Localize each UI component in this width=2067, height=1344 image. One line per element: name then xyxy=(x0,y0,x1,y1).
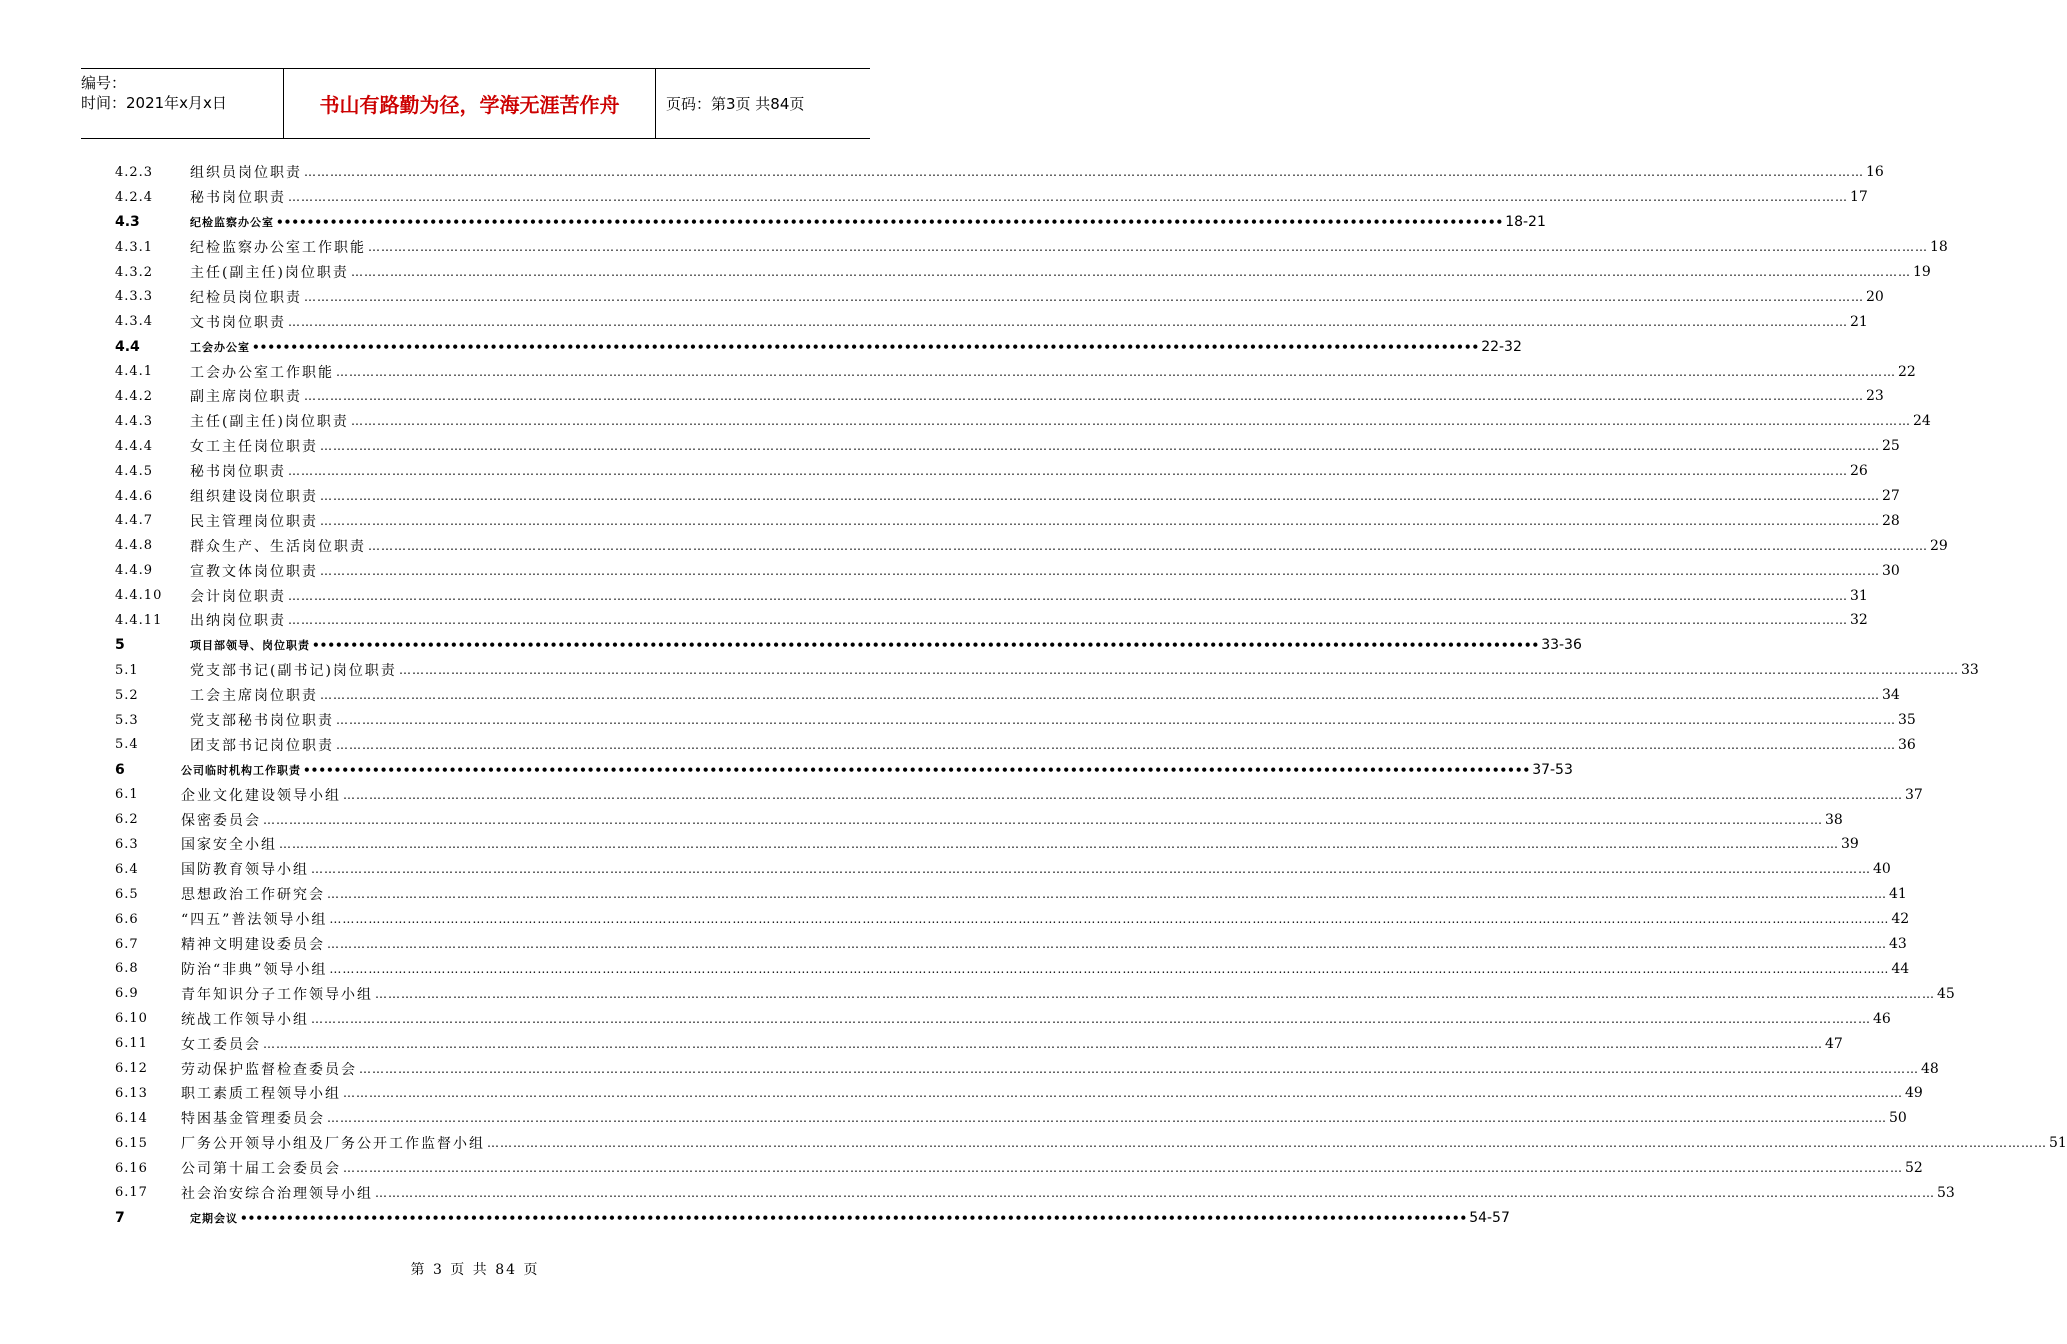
toc-dot-leader: ……………………………………………………………………………………………………………………………………………………………………………………………………………………………………………………………………………………………………………………………… xyxy=(263,1036,1823,1051)
toc-entry-row[interactable] xyxy=(115,359,1916,384)
toc-dot-leader: ……………………………………………………………………………………………………………………………………………………………………………………………………………………………………………………………………………………………………………………………… xyxy=(336,737,1896,752)
toc-entry-number: 4.4.10 xyxy=(115,588,163,604)
toc-entry-page: 31 xyxy=(1850,587,1868,604)
toc-entry-number: 6.6 xyxy=(115,911,139,927)
toc-entry-title: 青年知识分子工作领导小组 xyxy=(181,986,373,1003)
toc-entry-number: 4.3.4 xyxy=(115,314,154,330)
toc-entry-title: 公司临时机构工作职责 xyxy=(181,763,301,777)
toc-entry-title: 统战工作领导小组 xyxy=(181,1011,309,1028)
toc-entry-page: 19 xyxy=(1912,264,1931,280)
toc-entry-page: 49 xyxy=(1905,1085,1923,1102)
toc-dot-leader: ……………………………………………………………………………………………………………………………………………………………………………………………………………………………………………………………………………………………………………………………… xyxy=(350,414,1911,429)
toc-entry-number: 6.9 xyxy=(115,986,139,1002)
toc-entry-page: 22 xyxy=(1898,363,1916,380)
toc-entry-title: 劳动保护监督检查委员会 xyxy=(181,1061,357,1078)
table-of-contents xyxy=(115,160,2067,1230)
toc-dot-leader: ……………………………………………………………………………………………………………………………………………………………………………………………………………………………………………………………………………………………………………………………… xyxy=(288,190,1848,205)
toc-entry-title: 主任(副主任)岗位职责 xyxy=(190,414,349,431)
toc-entry-row[interactable] xyxy=(115,1006,1891,1031)
toc-entry-title: 厂务公开领导小组及厂务公开工作监督小组 xyxy=(181,1136,485,1153)
header-motto: 书山有路勤为径，学海无涯苦作舟 xyxy=(319,93,620,117)
toc-section-row[interactable] xyxy=(115,1205,1510,1230)
toc-entry-row[interactable] xyxy=(115,1181,1955,1206)
toc-entry-number: 4.3.2 xyxy=(115,264,154,280)
toc-dot-leader: ……………………………………………………………………………………………………………………………………………………………………………………………………………………………………………………………………………………………………………………………… xyxy=(327,1111,1887,1126)
toc-entry-page: 28 xyxy=(1882,512,1900,529)
header-meta xyxy=(81,69,283,138)
toc-entry-page: 46 xyxy=(1873,1010,1891,1027)
header-motto-cell xyxy=(283,69,656,138)
toc-entry-number: 4.2.3 xyxy=(115,164,154,180)
toc-dot-leader: ……………………………………………………………………………………………………………………………………………………………………………………………………………………………………………………………………………………………………………………………… xyxy=(320,439,1880,454)
toc-entry-number: 6.11 xyxy=(115,1036,148,1052)
toc-dot-leader: ……………………………………………………………………………………………………………………………………………………………………………………………………………………………………………………………………………………………………………………………… xyxy=(327,937,1887,952)
toc-entry-title: 秘书岗位职责 xyxy=(190,190,286,207)
toc-dot-leader: ……………………………………………………………………………………………………………………………………………………………………………………………………………………………………………………………………………………………………………………………… xyxy=(329,961,1890,976)
toc-entry-page: 40 xyxy=(1873,861,1891,878)
toc-entry-page: 53 xyxy=(1937,1184,1955,1201)
toc-entry-page: 18 xyxy=(1930,239,1948,256)
toc-entry-number: 6 xyxy=(115,761,125,778)
toc-entry-row[interactable] xyxy=(115,459,1868,484)
toc-entry-page: 43 xyxy=(1889,936,1907,953)
toc-dot-leader: •••••••••••••••••••••••••••••••••••••••••••••••••••••••••••••••••••••••••••••••••••••••••••••••••••••••••••••••••••••••••••••••••••••••••••••••••••••••••••••••• xyxy=(303,762,1531,777)
toc-entry-title: 副主席岗位职责 xyxy=(190,389,302,406)
toc-dot-leader: ……………………………………………………………………………………………………………………………………………………………………………………………………………………………………………………………………………………………………………………………… xyxy=(288,588,1848,603)
toc-entry-title: 主任(副主任)岗位职责 xyxy=(190,265,349,281)
toc-entry-row[interactable] xyxy=(115,658,1979,683)
toc-entry-number: 5.1 xyxy=(115,662,139,678)
toc-dot-leader: ……………………………………………………………………………………………………………………………………………………………………………………………………………………………………………………………………………………………………………………………… xyxy=(343,787,1903,802)
toc-entry-number: 4.3.1 xyxy=(115,239,154,255)
toc-dot-leader: ……………………………………………………………………………………………………………………………………………………………………………………………………………………………………………………………………………………………………………………………… xyxy=(487,1136,2047,1151)
toc-dot-leader: ……………………………………………………………………………………………………………………………………………………………………………………………………………………………………………………………………………………………………………………………… xyxy=(320,489,1880,504)
toc-entry-number: 6.8 xyxy=(115,961,139,977)
toc-entry-number: 4.3 xyxy=(115,214,140,231)
toc-entry-row[interactable] xyxy=(115,508,1900,533)
toc-dot-leader: ……………………………………………………………………………………………………………………………………………………………………………………………………………………………………………………………………………………………………………………………… xyxy=(398,663,1959,678)
toc-entry-page: 26 xyxy=(1850,463,1868,480)
toc-entry-page: 30 xyxy=(1882,562,1900,579)
toc-entry-title: 会计岗位职责 xyxy=(190,588,286,605)
toc-dot-leader: ……………………………………………………………………………………………………………………………………………………………………………………………………………………………………………………………………………………………………………………………… xyxy=(327,887,1887,902)
toc-dot-leader: •••••••••••••••••••••••••••••••••••••••••••••••••••••••••••••••••••••••••••••••••••••••••••••••••••••••••••••••••••••••••••••••••••••••••••••••••••••••••••••••• xyxy=(240,1210,1468,1225)
toc-entry-page: 38 xyxy=(1825,811,1843,828)
toc-entry-page: 39 xyxy=(1841,836,1859,853)
toc-entry-number: 4.4 xyxy=(115,338,140,355)
toc-entry-row[interactable] xyxy=(115,484,1900,509)
toc-entry-title: 党支部书记(副书记)岗位职责 xyxy=(190,663,397,680)
toc-entry-number: 4.4.6 xyxy=(115,488,154,504)
toc-dot-leader: ……………………………………………………………………………………………………………………………………………………………………………………………………………………………………………………………………………………………………………………………… xyxy=(304,389,1864,404)
toc-entry-row[interactable] xyxy=(115,732,1916,757)
toc-entry-row[interactable] xyxy=(115,309,1868,334)
toc-entry-number: 4.4.11 xyxy=(115,612,163,628)
toc-dot-leader: ……………………………………………………………………………………………………………………………………………………………………………………………………………………………………………………………………………………………………………………………… xyxy=(343,1161,1903,1176)
toc-entry-page: 41 xyxy=(1889,886,1907,903)
toc-entry-title: 纪检员岗位职责 xyxy=(190,289,302,306)
toc-dot-leader: ……………………………………………………………………………………………………………………………………………………………………………………………………………………………………………………………………………………………………………………………… xyxy=(336,364,1896,379)
toc-entry-title: 定期会议 xyxy=(190,1211,238,1225)
code-label: 编号： xyxy=(81,74,127,92)
toc-entry-row[interactable] xyxy=(115,1081,1923,1106)
toc-entry-title: 组织建设岗位职责 xyxy=(190,489,318,506)
toc-entry-page: 29 xyxy=(1930,537,1948,554)
toc-entry-row[interactable] xyxy=(115,235,1948,260)
toc-entry-row[interactable] xyxy=(115,782,1923,807)
toc-dot-leader: ……………………………………………………………………………………………………………………………………………………………………………………………………………………………………………………………………………………………………………………………… xyxy=(304,289,1864,304)
toc-entry-title: 秘书岗位职责 xyxy=(190,464,286,481)
toc-entry-number: 4.4.1 xyxy=(115,364,154,380)
toc-dot-leader: ……………………………………………………………………………………………………………………………………………………………………………………………………………………………………………………………………………………………………………………………… xyxy=(350,265,1911,279)
header-page-info: 页码：第3页 共84页 xyxy=(666,95,805,113)
toc-entry-title: 精神文明建设委员会 xyxy=(181,937,325,954)
toc-section-row[interactable] xyxy=(115,633,1582,658)
toc-entry-title: 女工委员会 xyxy=(181,1036,261,1053)
toc-entry-number: 6.15 xyxy=(115,1135,148,1151)
toc-entry-title: 工会办公室 xyxy=(190,340,250,354)
toc-entry-title: 民主管理岗位职责 xyxy=(190,513,318,530)
toc-entry-row[interactable] xyxy=(115,583,1868,608)
toc-dot-leader: ……………………………………………………………………………………………………………………………………………………………………………………………………………………………………………………………………………………………………………………………… xyxy=(288,613,1848,628)
toc-entry-page: 33 xyxy=(1960,662,1979,679)
toc-entry-number: 5.2 xyxy=(115,687,139,703)
toc-entry-page: 17 xyxy=(1850,189,1868,206)
toc-entry-page: 16 xyxy=(1866,164,1884,181)
page-header xyxy=(81,68,870,139)
toc-entry-row[interactable] xyxy=(115,185,1868,210)
toc-entry-title: 出纳岗位职责 xyxy=(190,613,286,630)
toc-entry-title: 特困基金管理委员会 xyxy=(181,1111,325,1128)
toc-entry-number: 6.12 xyxy=(115,1061,148,1076)
toc-dot-leader: ……………………………………………………………………………………………………………………………………………………………………………………………………………………………………………………………………………………………………………………………… xyxy=(320,688,1880,703)
toc-dot-leader: ……………………………………………………………………………………………………………………………………………………………………………………………………………………………………………………………………………………………………………………………… xyxy=(279,837,1839,852)
toc-entry-row[interactable] xyxy=(115,907,1910,932)
toc-entry-page: 50 xyxy=(1889,1110,1907,1127)
toc-entry-title: 文书岗位职责 xyxy=(190,314,286,331)
toc-entry-title: 纪检监察办公室工作职能 xyxy=(190,240,366,257)
toc-entry-number: 5.3 xyxy=(115,712,139,728)
toc-entry-title: 国防教育领导小组 xyxy=(181,862,309,879)
toc-entry-number: 6.17 xyxy=(115,1185,148,1201)
toc-entry-row[interactable] xyxy=(115,957,1910,982)
toc-entry-number: 6.14 xyxy=(115,1110,148,1126)
toc-entry-page: 32 xyxy=(1850,612,1868,629)
toc-entry-row[interactable] xyxy=(115,857,1891,882)
toc-entry-page: 47 xyxy=(1825,1035,1843,1052)
toc-entry-title: 思想政治工作研究会 xyxy=(181,887,325,904)
toc-entry-page: 21 xyxy=(1850,313,1868,330)
toc-entry-page: 42 xyxy=(1891,911,1910,928)
toc-entry-page: 22-32 xyxy=(1481,338,1522,355)
toc-dot-leader: ……………………………………………………………………………………………………………………………………………………………………………………………………………………………………………………………………………………………………………………………… xyxy=(336,713,1896,728)
toc-entry-page: 45 xyxy=(1937,985,1955,1002)
toc-entry-page: 37-53 xyxy=(1532,761,1573,778)
toc-dot-leader: •••••••••••••••••••••••••••••••••••••••••••••••••••••••••••••••••••••••••••••••••••••••••••••••••••••••••••••••••••••••••••••••••••••••••••••••••••••••••••••••• xyxy=(312,638,1540,653)
toc-entry-number: 4.4.3 xyxy=(115,413,154,429)
toc-entry-title: “四五”普法领导小组 xyxy=(181,912,328,929)
toc-entry-number: 4.2.4 xyxy=(115,189,154,205)
toc-entry-page: 48 xyxy=(1921,1060,1939,1077)
toc-entry-number: 7 xyxy=(115,1209,125,1226)
toc-entry-number: 6.5 xyxy=(115,886,139,902)
toc-entry-row[interactable] xyxy=(115,981,1955,1006)
toc-dot-leader: ……………………………………………………………………………………………………………………………………………………………………………………………………………………………………………………………………………………………………………………………… xyxy=(304,165,1864,180)
toc-dot-leader: ……………………………………………………………………………………………………………………………………………………………………………………………………………………………………………………………………………………………………………………………… xyxy=(320,563,1880,578)
toc-entry-page: 23 xyxy=(1866,388,1884,405)
toc-entry-page: 35 xyxy=(1898,712,1916,729)
toc-entry-number: 6.16 xyxy=(115,1160,148,1176)
toc-entry-row[interactable] xyxy=(115,434,1900,459)
toc-entry-title: 党支部秘书岗位职责 xyxy=(190,713,334,730)
toc-entry-row[interactable] xyxy=(115,409,1931,434)
toc-entry-title: 群众生产、生活岗位职责 xyxy=(190,538,366,555)
toc-entry-row[interactable] xyxy=(115,683,1900,708)
toc-entry-row[interactable] xyxy=(115,932,1907,957)
toc-section-row[interactable] xyxy=(115,334,1522,359)
toc-entry-number: 6.10 xyxy=(115,1011,148,1027)
toc-entry-title: 组织员岗位职责 xyxy=(190,165,302,182)
date-label: 时间：2021年x月x日 xyxy=(81,94,227,112)
toc-entry-number: 4.4.2 xyxy=(115,388,154,404)
toc-entry-row[interactable] xyxy=(115,807,1843,832)
toc-entry-title: 保密委员会 xyxy=(181,812,261,829)
toc-entry-title: 企业文化建设领导小组 xyxy=(181,787,341,804)
toc-entry-row[interactable] xyxy=(115,533,1948,558)
toc-dot-leader: ……………………………………………………………………………………………………………………………………………………………………………………………………………………………………………………………………………………………………………………………… xyxy=(311,1011,1871,1026)
toc-dot-leader: ……………………………………………………………………………………………………………………………………………………………………………………………………………………………………………………………………………………………………………………………… xyxy=(343,1086,1903,1101)
toc-entry-number: 4.4.9 xyxy=(115,563,154,579)
toc-entry-title: 项目部领导、岗位职责 xyxy=(190,639,310,653)
toc-entry-title: 宣教文体岗位职责 xyxy=(190,563,318,580)
toc-entry-row[interactable] xyxy=(115,1056,1939,1081)
toc-entry-page: 51 xyxy=(2049,1135,2067,1152)
toc-entry-page: 54-57 xyxy=(1469,1209,1510,1226)
toc-entry-page: 20 xyxy=(1866,288,1884,305)
toc-entry-number: 5 xyxy=(115,637,125,654)
toc-entry-row[interactable] xyxy=(115,882,1907,907)
toc-entry-number: 6.7 xyxy=(115,936,139,952)
toc-dot-leader: •••••••••••••••••••••••••••••••••••••••••••••••••••••••••••••••••••••••••••••••••••••••••••••••••••••••••••••••••••••••••••••••••••••••••••••••••••••••••••••••• xyxy=(252,339,1480,354)
toc-entry-row[interactable] xyxy=(115,1156,1923,1181)
toc-entry-number: 4.4.4 xyxy=(115,438,154,454)
toc-entry-number: 4.4.8 xyxy=(115,538,154,554)
toc-entry-number: 6.13 xyxy=(115,1085,148,1101)
toc-entry-title: 公司第十届工会委员会 xyxy=(181,1161,341,1178)
toc-entry-title: 纪检监察办公室 xyxy=(190,216,274,230)
toc-entry-row[interactable] xyxy=(115,260,1931,285)
toc-entry-title: 团支部书记岗位职责 xyxy=(190,737,334,754)
toc-entry-title: 女工主任岗位职责 xyxy=(190,439,318,456)
toc-dot-leader: ……………………………………………………………………………………………………………………………………………………………………………………………………………………………………………………………………………………………………………………………… xyxy=(288,464,1848,479)
toc-entry-number: 6.3 xyxy=(115,836,139,852)
toc-entry-page: 44 xyxy=(1891,960,1910,977)
toc-entry-page: 25 xyxy=(1882,438,1900,455)
toc-entry-title: 职工素质工程领导小组 xyxy=(181,1086,341,1103)
toc-entry-row[interactable] xyxy=(115,832,1859,857)
toc-entry-page: 34 xyxy=(1882,687,1900,704)
toc-entry-number: 5.4 xyxy=(115,737,139,753)
toc-entry-title: 防治“非典”领导小组 xyxy=(181,961,328,978)
toc-entry-row[interactable] xyxy=(115,384,1884,409)
toc-entry-row[interactable] xyxy=(115,1106,1907,1131)
toc-entry-number: 6.1 xyxy=(115,787,139,803)
toc-dot-leader: ……………………………………………………………………………………………………………………………………………………………………………………………………………………………………………………………………………………………………………………………… xyxy=(368,240,1928,255)
toc-entry-number: 4.4.5 xyxy=(115,463,154,479)
toc-entry-row[interactable] xyxy=(115,284,1884,309)
toc-entry-number: 6.4 xyxy=(115,861,139,877)
toc-entry-page: 52 xyxy=(1905,1160,1923,1177)
toc-entry-row[interactable] xyxy=(115,558,1900,583)
toc-dot-leader: •••••••••••••••••••••••••••••••••••••••••••••••••••••••••••••••••••••••••••••••••••••••••••••••••••••••••••••••••••••••••••••••••••••••••••••••••••••••••••••••• xyxy=(276,215,1504,230)
toc-dot-leader: ……………………………………………………………………………………………………………………………………………………………………………………………………………………………………………………………………………………………………………………………… xyxy=(375,1185,1935,1200)
toc-dot-leader: ……………………………………………………………………………………………………………………………………………………………………………………………………………………………………………………………………………………………………………………………… xyxy=(263,812,1823,827)
toc-entry-row[interactable] xyxy=(115,708,1916,733)
toc-dot-leader: ……………………………………………………………………………………………………………………………………………………………………………………………………………………………………………………………………………………………………………………………… xyxy=(288,314,1848,329)
toc-entry-title: 工会主席岗位职责 xyxy=(190,688,318,705)
toc-entry-number: 4.3.3 xyxy=(115,289,154,305)
toc-entry-page: 18-21 xyxy=(1505,214,1546,231)
toc-entry-page: 36 xyxy=(1898,736,1916,753)
toc-dot-leader: ……………………………………………………………………………………………………………………………………………………………………………………………………………………………………………………………………………………………………………………………… xyxy=(375,986,1935,1001)
toc-entry-page: 37 xyxy=(1905,786,1923,803)
toc-entry-row[interactable] xyxy=(115,608,1868,633)
toc-dot-leader: ……………………………………………………………………………………………………………………………………………………………………………………………………………………………………………………………………………………………………………………………… xyxy=(368,538,1928,553)
toc-entry-row[interactable] xyxy=(115,1031,1843,1056)
toc-entry-title: 社会治安综合治理领导小组 xyxy=(181,1185,373,1202)
toc-entry-title: 工会办公室工作职能 xyxy=(190,364,334,381)
toc-entry-row[interactable] xyxy=(115,1131,2067,1156)
toc-entry-number: 4.4.7 xyxy=(115,513,154,529)
toc-section-row[interactable] xyxy=(115,210,1546,235)
toc-entry-page: 33-36 xyxy=(1541,637,1582,654)
toc-dot-leader: ……………………………………………………………………………………………………………………………………………………………………………………………………………………………………………………………………………………………………………………………… xyxy=(320,513,1880,528)
toc-dot-leader: ……………………………………………………………………………………………………………………………………………………………………………………………………………………………………………………………………………………………………………………………… xyxy=(311,862,1871,877)
toc-entry-number: 6.2 xyxy=(115,812,139,828)
toc-dot-leader: ……………………………………………………………………………………………………………………………………………………………………………………………………………………………………………………………………………………………………………………………… xyxy=(359,1061,1919,1076)
toc-entry-page: 27 xyxy=(1882,488,1900,505)
toc-entry-row[interactable] xyxy=(115,160,1884,185)
toc-dot-leader: ……………………………………………………………………………………………………………………………………………………………………………………………………………………………………………………………………………………………………………………………… xyxy=(329,912,1890,927)
toc-entry-page: 24 xyxy=(1912,413,1931,430)
toc-section-row[interactable] xyxy=(115,757,1573,782)
page-footer: 第 3 页 共 84 页 xyxy=(410,1262,540,1278)
toc-entry-title: 国家安全小组 xyxy=(181,837,277,854)
